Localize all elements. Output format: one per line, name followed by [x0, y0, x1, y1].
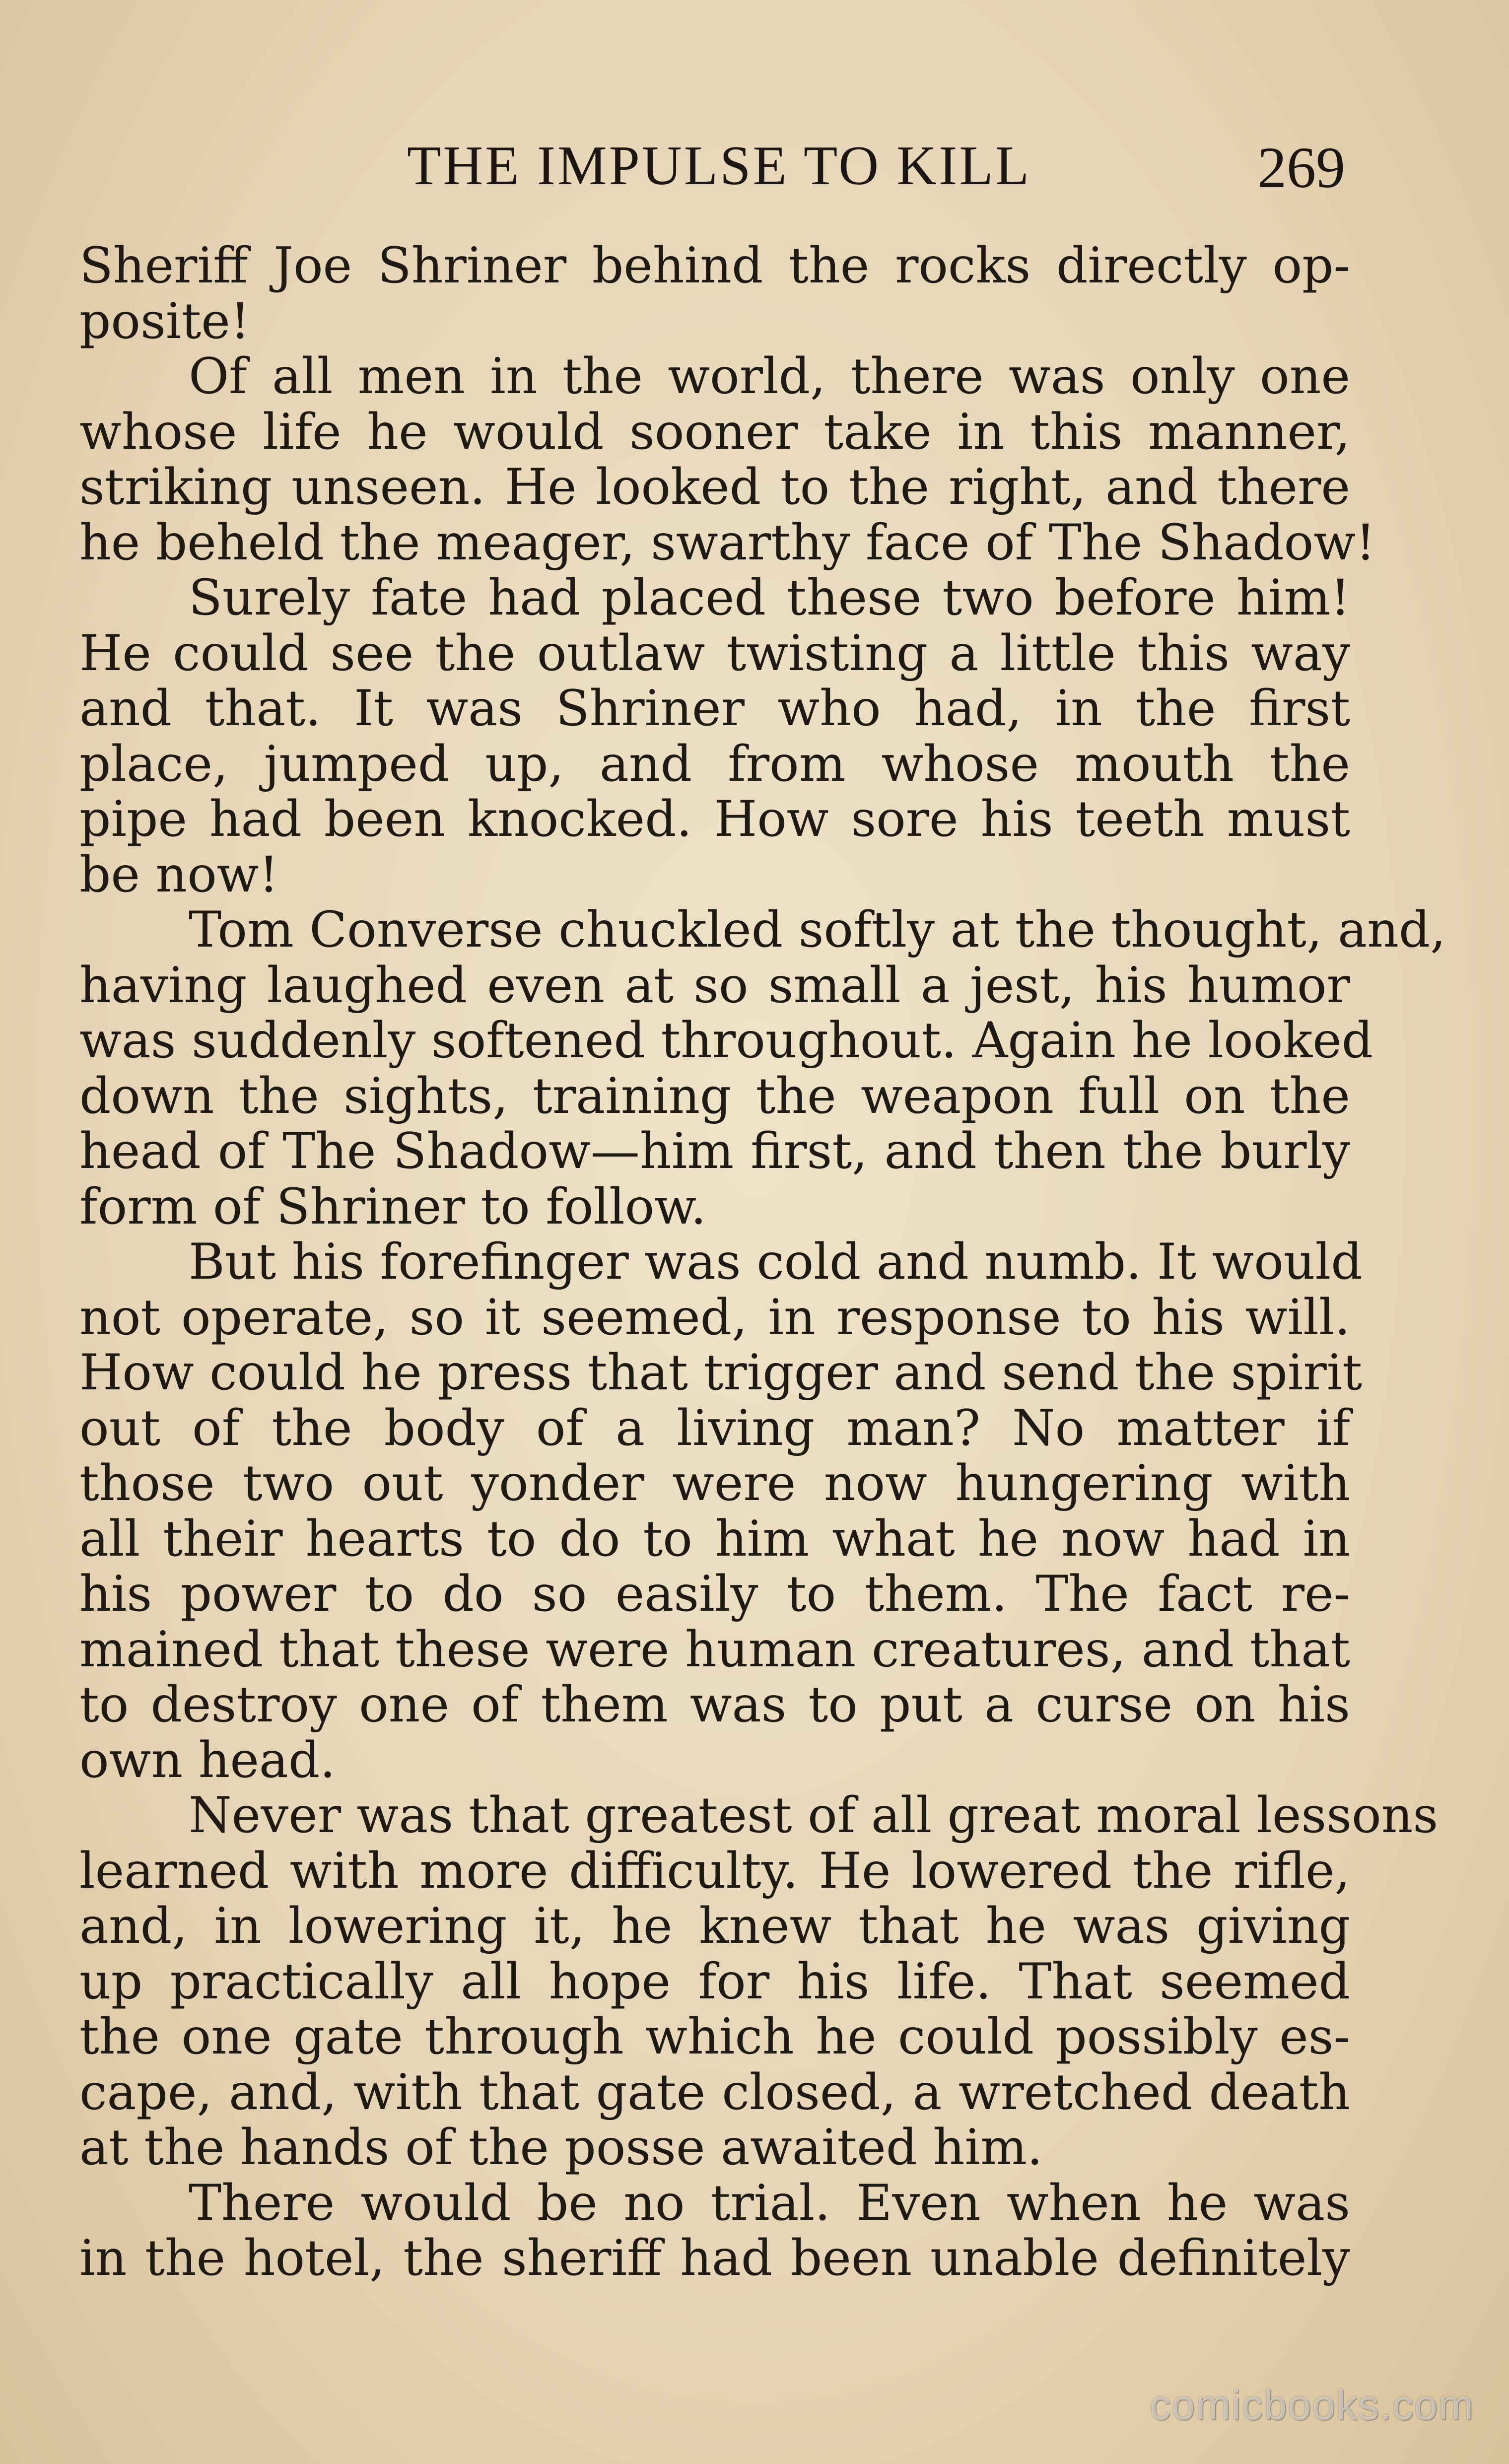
text-line: How could he press that trigger and send the spirit [79, 1344, 1363, 1401]
text-line: having laughed even at so small a jest, his humor [79, 957, 1350, 1014]
paragraph [79, 238, 1350, 349]
text-line: down the sights, training the weapon full on the [79, 1067, 1350, 1125]
text-line: learned with more difficulty. He lowered the rifle, [79, 1842, 1350, 1900]
text-line: up practically all hope for his life. That seemed [79, 1953, 1350, 2010]
text-line: striking unseen. He looked to the right, and there [79, 459, 1350, 516]
paragraph [79, 2176, 1350, 2286]
text-line: There would be no trial. Even when he was [189, 2174, 1350, 2232]
text-line: form of Shriner to follow. [79, 1178, 706, 1235]
text-line: Tom Converse chuckled softly at the thought, and, [189, 901, 1446, 958]
text-line: whose life he would sooner take in this manner, [79, 403, 1350, 461]
text-line: be now! [79, 846, 279, 903]
text-line: and, in lowering it, he knew that he was giving [79, 1898, 1350, 1955]
running-title: THE IMPULSE TO KILL [407, 135, 1031, 197]
text-line: place, jumped up, and from whose mouth the [79, 735, 1350, 793]
text-line: cape, and, with that gate closed, a wretched death [79, 2063, 1350, 2121]
text-line: pipe had been knocked. How sore his teeth must [79, 791, 1350, 848]
text-line: mained that these were human creatures, and that [79, 1621, 1350, 1678]
paragraph [79, 570, 1350, 902]
text-line: not operate, so it seemed, in response to his will. [79, 1289, 1350, 1346]
body-text [79, 237, 1446, 2287]
text-line: was suddenly softened throughout. Again he looked [79, 1012, 1373, 1069]
text-line: posite! [79, 292, 250, 350]
text-line: head of The Shadow—him first, and then the burly [79, 1123, 1350, 1180]
text-line: Of all men in the world, there was only one [189, 348, 1350, 405]
text-line: all their hearts to do to him what he now had in [79, 1510, 1350, 1568]
text-line: But his forefinger was cold and numb. It would [189, 1233, 1363, 1291]
text-line: Sheriff Joe Shriner behind the rocks directly op- [79, 237, 1350, 294]
paragraph [79, 1787, 1439, 2176]
text-line: in the hotel, the sheriff had been unable definitely [79, 2230, 1350, 2287]
text-line: at the hands of the posse awaited him. [79, 2119, 1043, 2176]
paragraph [79, 348, 1375, 571]
text-line: and that. It was Shriner who had, in the first [79, 680, 1350, 737]
text-line: Never was that greatest of all great moral lessons [189, 1787, 1439, 1844]
page-header [84, 134, 1345, 208]
page-number: 269 [1257, 135, 1345, 200]
text-line: own head. [79, 1731, 336, 1789]
text-line: those two out yonder were now hungering with [79, 1455, 1350, 1512]
text-line: the one gate through which he could possibly es- [79, 2008, 1350, 2065]
watermark-logo: comicbooks.com [1150, 2382, 1474, 2428]
text-line: he beheld the meager, swarthy face of The Shadow! [79, 514, 1375, 571]
text-line: He could see the outlaw twisting a little this way [79, 624, 1350, 682]
paragraph [79, 901, 1446, 1235]
paragraph [79, 1233, 1363, 1789]
text-line: Surely fate had placed these two before him! [189, 569, 1350, 626]
text-line: his power to do so easily to them. The fact re- [79, 1566, 1350, 1623]
text-line: out of the body of a living man? No matter if [79, 1399, 1350, 1457]
text-line: to destroy one of them was to put a curse on his [79, 1676, 1350, 1733]
